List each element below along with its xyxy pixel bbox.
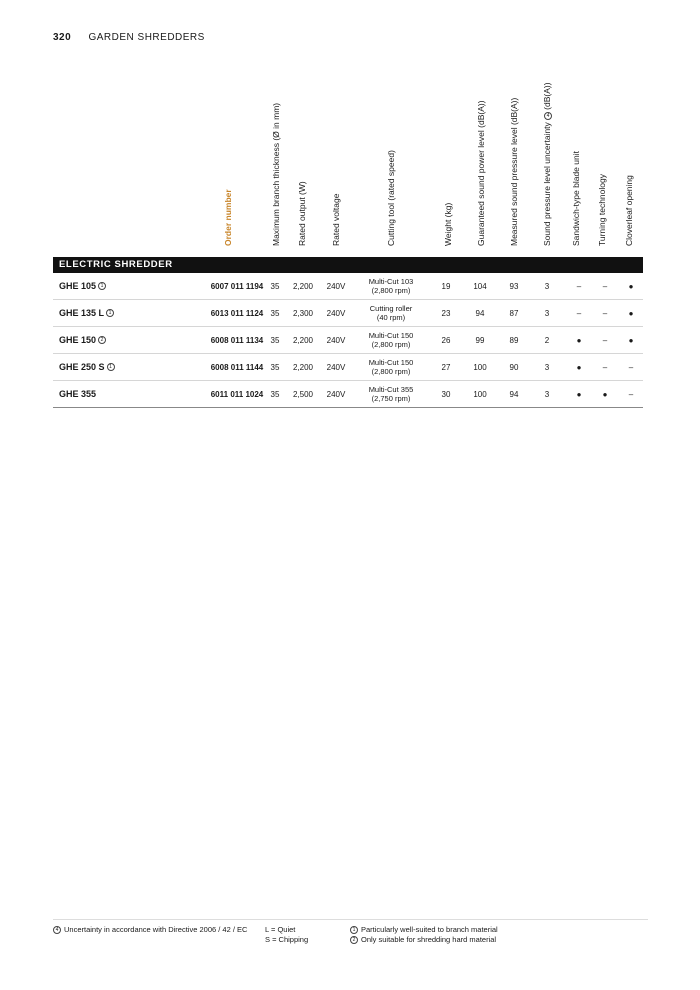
note-marker: 1 bbox=[106, 309, 114, 317]
turning: – bbox=[602, 335, 608, 345]
cloverleaf: ● bbox=[628, 281, 634, 291]
cloverleaf: – bbox=[628, 362, 634, 372]
col-turning: Turning technology bbox=[597, 174, 607, 246]
table-row bbox=[53, 273, 643, 300]
model-cell: GHE 105 1 bbox=[59, 273, 106, 299]
footnote-2: 2 Only suitable for shredding hard material bbox=[350, 935, 496, 945]
order-number: 6008 011 1134 bbox=[210, 335, 264, 345]
col-uncertainty bbox=[542, 82, 552, 246]
sound-pressure: 89 bbox=[509, 335, 519, 345]
footer-divider bbox=[53, 919, 648, 920]
col-cutting-tool: Cutting tool (rated speed) bbox=[386, 150, 396, 246]
model-cell: GHE 250 S 1 bbox=[59, 354, 115, 380]
model-cell: GHE 355 bbox=[59, 389, 97, 399]
table-row bbox=[53, 381, 643, 408]
turning: – bbox=[602, 308, 608, 318]
page-header bbox=[53, 32, 205, 43]
col-order-number: Order number bbox=[223, 189, 233, 246]
note-1-marker: 1 bbox=[350, 926, 358, 934]
thickness: 35 bbox=[270, 362, 280, 372]
turning: – bbox=[602, 281, 608, 291]
cloverleaf: ● bbox=[628, 308, 634, 318]
col-sound-power: Guaranteed sound power level (dB(A)) bbox=[476, 100, 486, 246]
weight: 23 bbox=[441, 308, 451, 318]
output: 2,200 bbox=[292, 335, 314, 345]
output: 2,300 bbox=[292, 308, 314, 318]
sandwich: ● bbox=[576, 389, 582, 399]
footnote-uncertainty: 4 Uncertainty in accordance with Directive 2006 / 42 / EC bbox=[53, 925, 247, 935]
sound-pressure: 90 bbox=[509, 362, 519, 372]
sandwich: ● bbox=[576, 362, 582, 372]
weight: 26 bbox=[441, 335, 451, 345]
note-4-marker: 4 bbox=[544, 112, 552, 120]
voltage: 240V bbox=[326, 389, 346, 399]
cloverleaf: ● bbox=[628, 335, 634, 345]
uncertainty: 3 bbox=[544, 281, 550, 291]
sound-power: 100 bbox=[473, 389, 487, 399]
voltage: 240V bbox=[326, 308, 346, 318]
page-number: 320 bbox=[53, 32, 72, 43]
weight: 19 bbox=[441, 281, 451, 291]
thickness: 35 bbox=[270, 389, 280, 399]
col-rated-output: Rated output (W) bbox=[297, 181, 307, 246]
col-uncertainty-label: Sound pressure level uncertainty bbox=[542, 122, 552, 246]
col-cloverleaf: Cloverleaf opening bbox=[624, 175, 634, 246]
table-row bbox=[53, 327, 643, 354]
sound-power: 100 bbox=[473, 362, 487, 372]
uncertainty: 2 bbox=[544, 335, 550, 345]
page-title: GARDEN SHREDDERS bbox=[88, 32, 205, 43]
table-row bbox=[53, 354, 643, 381]
turning: – bbox=[602, 362, 608, 372]
note-marker: 2 bbox=[98, 336, 106, 344]
model-cell: GHE 150 2 bbox=[59, 327, 106, 353]
cutting-tool: Multi-Cut 150 (2,800 rpm) bbox=[368, 331, 414, 349]
thickness: 35 bbox=[270, 281, 280, 291]
sandwich: – bbox=[576, 308, 582, 318]
cutting-tool: Multi-Cut 355 (2,750 rpm) bbox=[368, 385, 414, 403]
col-branch-thickness: Maximum branch thickness (Ø in mm) bbox=[271, 102, 281, 246]
order-number: 6007 011 1194 bbox=[210, 281, 264, 291]
footnote-1: 1 Particularly well-suited to branch material bbox=[350, 925, 498, 935]
sound-power: 104 bbox=[473, 281, 487, 291]
legend-chipping: S = Chipping bbox=[265, 935, 309, 944]
sound-pressure: 93 bbox=[509, 281, 519, 291]
sound-pressure: 94 bbox=[509, 389, 519, 399]
voltage: 240V bbox=[326, 281, 346, 291]
col-weight: Weight (kg) bbox=[443, 202, 453, 246]
note-2-marker: 2 bbox=[350, 936, 358, 944]
uncertainty: 3 bbox=[544, 389, 550, 399]
col-sandwich: Sandwich-type blade unit bbox=[571, 151, 581, 246]
weight: 30 bbox=[441, 389, 451, 399]
order-number: 6011 011 1024 bbox=[210, 389, 264, 399]
sandwich: ● bbox=[576, 335, 582, 345]
col-sound-pressure: Measured sound pressure level (dB(A)) bbox=[509, 97, 519, 246]
legend-quiet: L = Quiet bbox=[265, 925, 296, 934]
cloverleaf: – bbox=[628, 389, 634, 399]
output: 2,200 bbox=[292, 362, 314, 372]
section-header: ELECTRIC SHREDDER bbox=[53, 257, 643, 273]
turning: ● bbox=[602, 389, 608, 399]
output: 2,500 bbox=[292, 389, 314, 399]
thickness: 35 bbox=[270, 335, 280, 345]
uncertainty: 3 bbox=[544, 362, 550, 372]
cutting-tool: Multi-Cut 150 (2,800 rpm) bbox=[368, 358, 414, 376]
note-4-marker: 4 bbox=[53, 926, 61, 934]
table-row bbox=[53, 300, 643, 327]
sandwich: – bbox=[576, 281, 582, 291]
note-marker: 1 bbox=[98, 282, 106, 290]
col-uncertainty-unit: (dB(A)) bbox=[542, 82, 552, 110]
sound-pressure: 87 bbox=[509, 308, 519, 318]
sound-power: 99 bbox=[475, 335, 485, 345]
voltage: 240V bbox=[326, 362, 346, 372]
col-rated-voltage: Rated voltage bbox=[331, 193, 341, 246]
cutting-tool: Cutting roller (40 rpm) bbox=[369, 304, 413, 322]
uncertainty: 3 bbox=[544, 308, 550, 318]
order-number: 6013 011 1124 bbox=[210, 308, 264, 318]
thickness: 35 bbox=[270, 308, 280, 318]
weight: 27 bbox=[441, 362, 451, 372]
model-cell: GHE 135 L 1 bbox=[59, 300, 114, 326]
cutting-tool: Multi-Cut 103 (2,800 rpm) bbox=[368, 277, 414, 295]
note-marker: 1 bbox=[107, 363, 115, 371]
sound-power: 94 bbox=[475, 308, 485, 318]
order-number: 6008 011 1144 bbox=[210, 362, 264, 372]
voltage: 240V bbox=[326, 335, 346, 345]
output: 2,200 bbox=[292, 281, 314, 291]
